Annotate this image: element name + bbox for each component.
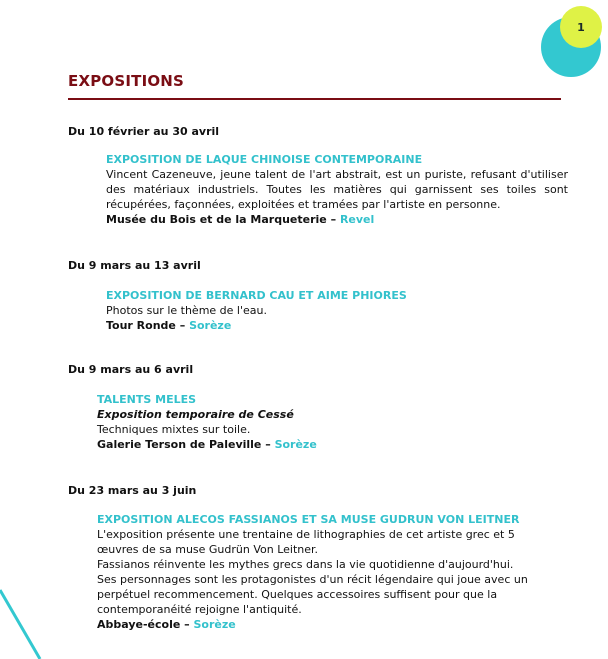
exhibition-subtitle: Exposition temporaire de Cessé: [97, 408, 294, 421]
exhibition-details-4: [97, 512, 547, 632]
exhibition-details-1: [106, 152, 568, 227]
title-underline: [68, 98, 561, 100]
exhibition-description: Vincent Cazeneuve, jeune talent de l'art abstrait, est un puriste, refusant d'utiliser des matériaux industriels. Toutes les matières qui garnissent ses toiles sont récupérées, façonnées, exploitées et tramées par l'artiste en personne.: [106, 168, 568, 211]
venue-line: [97, 437, 567, 452]
page-title: EXPOSITIONS: [68, 72, 185, 90]
venue-town: Sorèze: [193, 618, 236, 631]
exhibition-title: EXPOSITION DE BERNARD CAU ET AIME PHIORES: [106, 289, 407, 302]
date-range: Du 9 mars au 6 avril: [68, 363, 194, 376]
date-range: Du 23 mars au 3 juin: [68, 484, 197, 497]
exhibition-title: EXPOSITION DE LAQUE CHINOISE CONTEMPORAINE: [106, 153, 423, 166]
exhibition-section-3: [68, 363, 568, 377]
exhibition-description-line: Fassianos réinvente les mythes grecs dans la vie quotidienne d'aujourd'hui.: [97, 558, 514, 571]
exhibition-description: Techniques mixtes sur toile.: [97, 423, 251, 436]
venue-town: Sorèze: [189, 319, 232, 332]
date-range: Du 10 février au 30 avril: [68, 125, 220, 138]
venue-name: Galerie Terson de Paleville: [97, 438, 262, 451]
venue-line: [97, 617, 547, 632]
exhibition-section-4: [68, 484, 568, 498]
exhibition-description-line: L'exposition présente une trentaine de lithographies de cet artiste grec et 5 œuvres de sa muse Gudrün Von Leitner.: [97, 528, 515, 556]
venue-separator: –: [326, 213, 340, 226]
venue-name: Tour Ronde: [106, 319, 176, 332]
date-range: Du 9 mars au 13 avril: [68, 259, 201, 272]
exhibition-details-2: [106, 288, 568, 333]
venue-name: Abbaye-école: [97, 618, 181, 631]
exhibition-description-line: Ses personnages sont les protagonistes d'un récit légendaire qui joue avec un perpétuel recommencement. Quelques accessoires suffisent pour que la contemporanéité rejoigne l'antiquité.: [97, 573, 528, 616]
teal-diagonal-line: [0, 590, 40, 659]
exhibition-section-2: [68, 259, 568, 273]
venue-town: Revel: [339, 213, 375, 226]
venue-town: Sorèze: [274, 438, 317, 451]
venue-line: [106, 318, 568, 333]
exhibition-description: Photos sur le thème de l'eau.: [106, 304, 267, 317]
exhibition-title: TALENTS MELES: [97, 393, 197, 406]
venue-name: Musée du Bois et de la Marqueterie: [106, 213, 327, 226]
venue-separator: –: [180, 618, 194, 631]
venue-line: [106, 212, 568, 227]
exhibition-title: EXPOSITION ALECOS FASSIANOS ET SA MUSE GUDRUN VON LEITNER: [97, 513, 520, 526]
exhibition-section-1: [68, 125, 568, 139]
venue-separator: –: [175, 319, 190, 332]
venue-separator: –: [261, 438, 275, 451]
page-number: 1: [577, 20, 585, 34]
exhibition-details-3: [97, 392, 567, 452]
